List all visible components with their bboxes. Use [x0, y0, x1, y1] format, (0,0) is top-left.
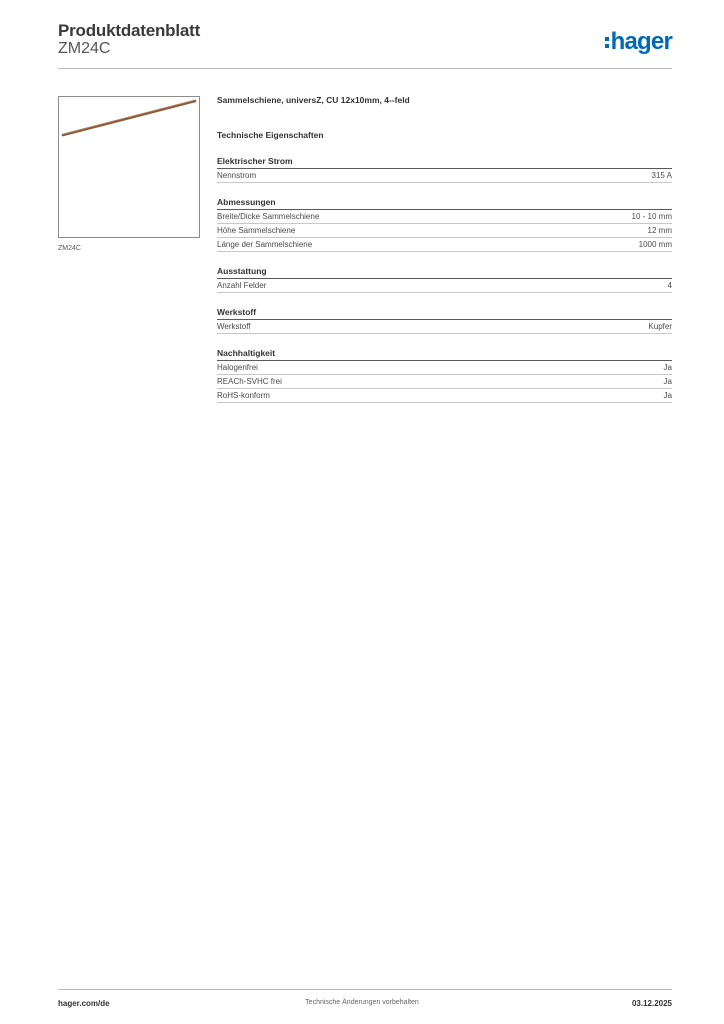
section-title: Technische Eigenschaften: [217, 130, 324, 140]
spec-group-title: Ausstattung: [217, 266, 672, 279]
logo-text: hager: [610, 28, 672, 55]
hager-logo: [605, 28, 672, 56]
spec-group: [217, 156, 672, 183]
spec-group: [217, 197, 672, 252]
spec-group: [217, 307, 672, 334]
image-caption: ZM24C: [58, 245, 81, 252]
copper-busbar-image: [59, 97, 199, 237]
spec-group-title: Nachhaltigkeit: [217, 348, 672, 361]
spec-value: Kupfer: [648, 322, 672, 331]
spec-value: 12 mm: [647, 226, 672, 235]
product-image: [58, 96, 200, 238]
spec-label: Höhe Sammelschiene: [217, 226, 296, 235]
spec-group: [217, 348, 672, 403]
header-divider: [58, 68, 672, 69]
spec-group-title: Werkstoff: [217, 307, 672, 320]
spec-group-title: Elektrischer Strom: [217, 156, 672, 169]
spec-label: Länge der Sammelschiene: [217, 240, 313, 249]
spec-row: [217, 238, 672, 252]
spec-row: [217, 320, 672, 334]
spec-value: Ja: [663, 377, 672, 386]
spec-row: [217, 210, 672, 224]
spec-group-title: Abmessungen: [217, 197, 672, 210]
spec-label: RoHS-konform: [217, 391, 270, 400]
product-code: ZM24C: [58, 40, 111, 57]
product-description: Sammelschiene, universZ, CU 12x10mm, 4--feld: [217, 95, 410, 105]
footer-date: 03.12.2025: [631, 999, 672, 1008]
spec-row: [217, 224, 672, 238]
spec-groups: [217, 156, 672, 403]
spec-label: Breite/Dicke Sammelschiene: [217, 212, 320, 221]
spec-value: 315 A: [651, 171, 672, 180]
spec-label: Anzahl Felder: [217, 281, 267, 290]
spec-row: [217, 361, 672, 375]
spec-value: 1000 mm: [638, 240, 672, 249]
footer-notice: Technische Änderungen vorbehalten: [305, 999, 419, 1006]
spec-group: [217, 266, 672, 293]
page-title: Produktdatenblatt: [58, 21, 201, 40]
spec-value: Ja: [663, 363, 672, 372]
spec-row: [217, 389, 672, 403]
spec-row: [217, 375, 672, 389]
spec-label: REACh-SVHC frei: [217, 377, 282, 386]
spec-label: Werkstoff: [217, 322, 251, 331]
spec-value: Ja: [663, 391, 672, 400]
spec-row: [217, 279, 672, 293]
spec-label: Nennstrom: [217, 171, 257, 180]
spec-label: Halogenfrei: [217, 363, 258, 372]
spec-content: [217, 95, 672, 403]
footer-website-link[interactable]: hager.com/de: [58, 999, 110, 1008]
spec-value: 10 - 10 mm: [631, 212, 672, 221]
spec-row: [217, 169, 672, 183]
footer-divider: [58, 989, 672, 990]
spec-value: 4: [667, 281, 672, 290]
logo-dots-icon: [605, 37, 609, 48]
